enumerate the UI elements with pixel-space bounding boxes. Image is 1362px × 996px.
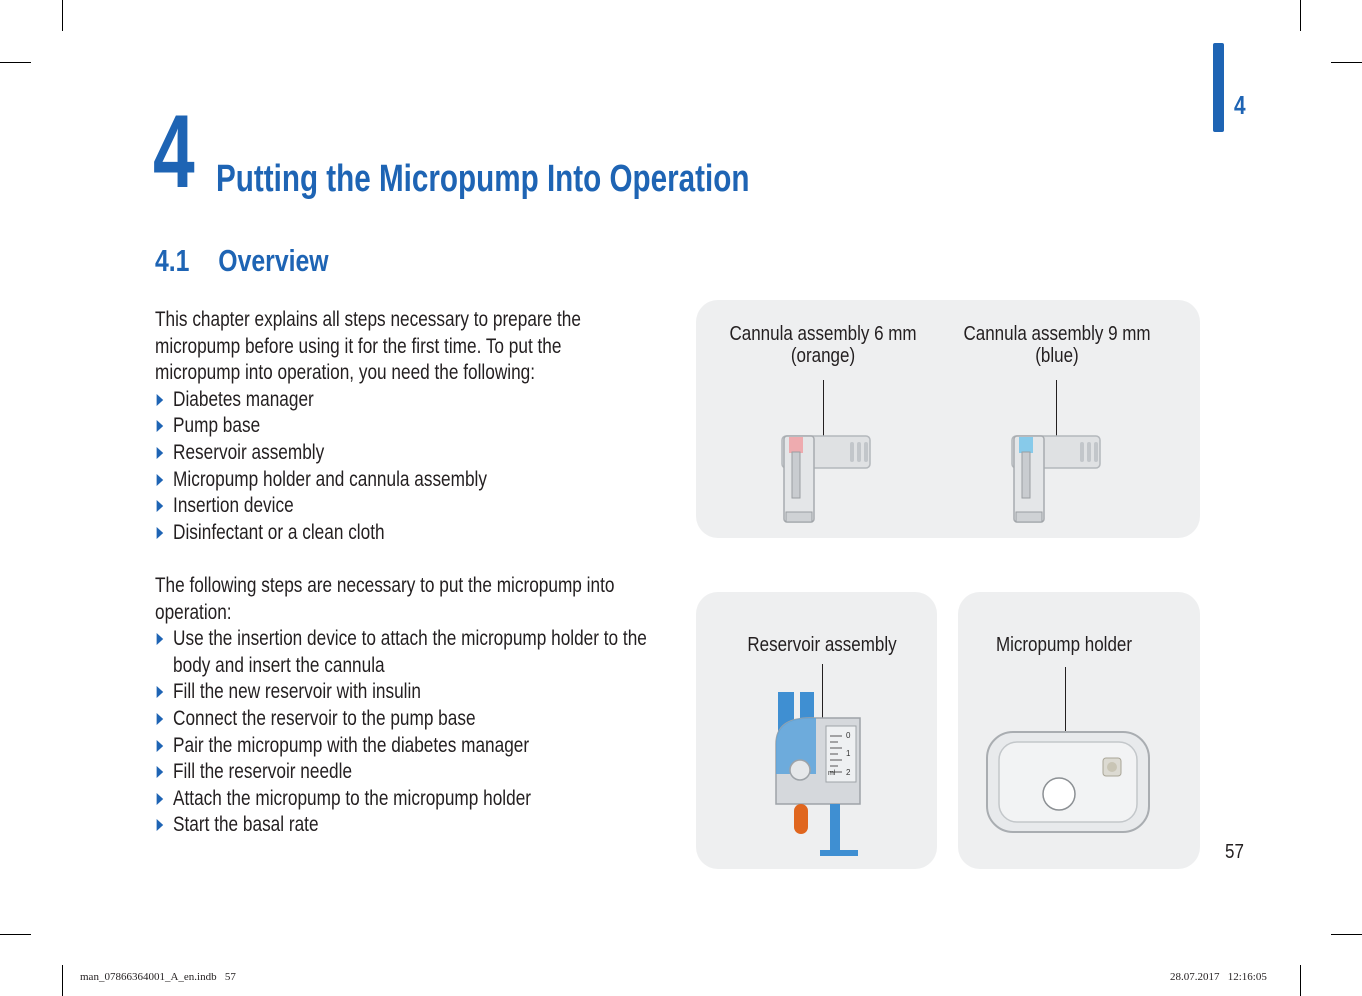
scale-unit: ml [828, 770, 836, 777]
section-title: Overview [218, 243, 329, 278]
steps-list [155, 626, 647, 839]
cannula-6mm-label: Cannula assembly 6 mm (orange) [729, 323, 917, 367]
intro-block [155, 307, 647, 546]
cannula-9mm-label: Cannula assembly 9 mm (blue) [963, 323, 1151, 367]
crop-mark [0, 62, 31, 63]
chapter-tab-bar [1213, 43, 1224, 132]
crop-mark [62, 965, 63, 996]
slug-right: 28.07.2017 12:16:05 [1170, 971, 1267, 983]
holder-label: Micropump holder [995, 634, 1133, 656]
micropump-holder-illustration [983, 728, 1153, 836]
required-items-list [155, 387, 647, 547]
list-item: Connect the reservoir to the pump base [155, 706, 647, 733]
list-item: Start the basal rate [155, 812, 647, 839]
list-item: Diabetes manager [155, 387, 647, 414]
reservoir-illustration [770, 688, 865, 860]
crop-mark [1331, 934, 1362, 935]
slug-left: man_07866364001_A_en.indb 57 [80, 971, 236, 983]
list-item: Attach the micropump to the micropump holder [155, 786, 647, 813]
list-item: Pair the micropump with the diabetes manager [155, 733, 647, 760]
section-number: 4.1 [155, 243, 190, 278]
chapter-title: Putting the Micropump Into Operation [216, 158, 750, 200]
list-item: Reservoir assembly [155, 440, 647, 467]
list-item: Use the insertion device to attach the micropump holder to the body and insert the cannula [155, 626, 647, 679]
list-item: Fill the new reservoir with insulin [155, 679, 647, 706]
scale-label-0: 0 [846, 731, 851, 740]
list-item: Fill the reservoir needle [155, 759, 647, 786]
section-heading [155, 243, 329, 279]
crop-mark [62, 0, 63, 31]
scale-label-2: 2 [846, 768, 851, 777]
chapter-tab-number: 4 [1234, 90, 1246, 120]
reservoir-label: Reservoir assembly [747, 634, 897, 656]
chapter-number: 4 [153, 94, 195, 210]
list-item: Pump base [155, 413, 647, 440]
intro-paragraph: This chapter explains all steps necessary to prepare the micropump before using it for the first time. To put the micropump into operation, you need the following: [155, 308, 581, 385]
list-item: Micropump holder and cannula assembly [155, 467, 647, 494]
steps-block [155, 573, 647, 839]
crop-mark [0, 934, 31, 935]
list-item: Insertion device [155, 493, 647, 520]
cannula-9mm-illustration [1010, 432, 1105, 524]
cannula-6mm-illustration [780, 432, 875, 524]
list-item: Disinfectant or a clean cloth [155, 520, 647, 547]
crop-mark [1331, 62, 1362, 63]
crop-mark [1300, 0, 1301, 31]
steps-paragraph: The following steps are necessary to put the micropump into operation: [155, 574, 615, 624]
page-number: 57 [1225, 841, 1244, 863]
crop-mark [1300, 965, 1301, 996]
scale-label-1: 1 [846, 749, 851, 758]
